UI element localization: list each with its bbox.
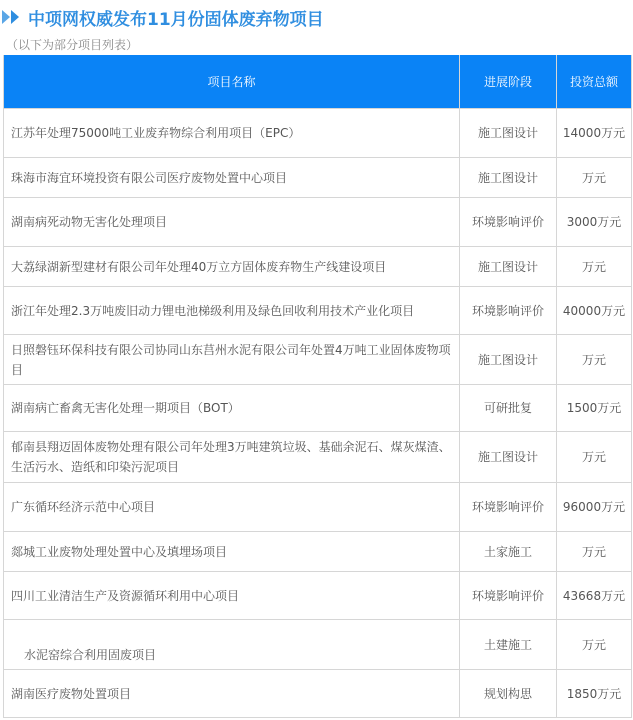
project-amount: 万元 <box>557 158 632 198</box>
project-amount: 14000万元 <box>557 109 632 158</box>
subtitle: （以下为部分项目列表） <box>6 38 139 52</box>
project-stage: 施工图设计 <box>460 109 557 158</box>
project-name: 大荔绿湖新型建材有限公司年处理40万立方固体废弃物生产线建设项目 <box>4 247 460 287</box>
project-name: 浙江年处理2.3万吨废旧动力锂电池梯级利用及绿色回收利用技术产业化项目 <box>4 287 460 335</box>
project-amount: 万元 <box>557 532 632 572</box>
header-stage: 进展阶段 <box>460 55 557 109</box>
project-stage: 环境影响评价 <box>460 483 557 532</box>
project-name: 日照磐钰环保科技有限公司协同山东莒州水泥有限公司年处置4万吨工业固体废物项目 <box>4 335 460 385</box>
project-stage: 可研批复 <box>460 385 557 432</box>
project-amount: 40000万元 <box>557 287 632 335</box>
project-stage: 环境影响评价 <box>460 572 557 620</box>
project-stage: 环境影响评价 <box>460 287 557 335</box>
table-row <box>4 572 632 620</box>
project-amount: 1500万元 <box>557 385 632 432</box>
project-amount: 万元 <box>557 620 632 670</box>
project-stage: 施工图设计 <box>460 247 557 287</box>
page-title <box>2 4 324 30</box>
project-amount: 43668万元 <box>557 572 632 620</box>
table-row <box>4 483 632 532</box>
project-amount: 万元 <box>557 247 632 287</box>
header-name: 项目名称 <box>4 55 460 109</box>
project-name: 湖南病亡畜禽无害化处理一期项目（BOT） <box>4 385 460 432</box>
project-name: 水泥窑综合利用固废项目 <box>4 620 460 670</box>
project-name: 郯城工业废物处理处置中心及填埋场项目 <box>4 532 460 572</box>
table-row <box>4 432 632 483</box>
title-text: 中项网权威发布11月份固体废弃物项目 <box>28 9 324 30</box>
project-name: 珠海市海宜环境投资有限公司医疗废物处置中心项目 <box>4 158 460 198</box>
project-name: 郁南县翔迈固体废物处理有限公司年处理3万吨建筑垃圾、基础余泥石、煤灰煤渣、生活污水、造纸和印染污泥项目 <box>4 432 460 483</box>
table-row <box>4 287 632 335</box>
project-stage: 施工图设计 <box>460 432 557 483</box>
table-row <box>4 532 632 572</box>
project-stage: 土家施工 <box>460 532 557 572</box>
table-row <box>4 109 632 158</box>
project-amount: 万元 <box>557 335 632 385</box>
project-name: 湖南病死动物无害化处理项目 <box>4 198 460 247</box>
project-table <box>3 55 632 718</box>
header-amount: 投资总额 <box>557 55 632 109</box>
project-stage: 施工图设计 <box>460 335 557 385</box>
project-name: 广东循环经济示范中心项目 <box>4 483 460 532</box>
table-row <box>4 385 632 432</box>
project-amount: 96000万元 <box>557 483 632 532</box>
project-name: 江苏年处理75000吨工业废弃物综合利用项目（EPC） <box>4 109 460 158</box>
table-row <box>4 620 632 670</box>
project-name: 四川工业清洁生产及资源循环利用中心项目 <box>4 572 460 620</box>
project-amount: 万元 <box>557 432 632 483</box>
project-stage: 环境影响评价 <box>460 198 557 247</box>
table-header-row <box>4 55 632 109</box>
project-amount: 3000万元 <box>557 198 632 247</box>
table-row <box>4 198 632 247</box>
project-name: 湖南医疗废物处置项目 <box>4 670 460 718</box>
double-arrow-icon <box>2 10 20 24</box>
project-stage: 土建施工 <box>460 620 557 670</box>
project-stage: 施工图设计 <box>460 158 557 198</box>
table-row <box>4 158 632 198</box>
table-row <box>4 335 632 385</box>
table-row <box>4 670 632 718</box>
project-amount: 1850万元 <box>557 670 632 718</box>
table-row <box>4 247 632 287</box>
project-stage: 规划构思 <box>460 670 557 718</box>
